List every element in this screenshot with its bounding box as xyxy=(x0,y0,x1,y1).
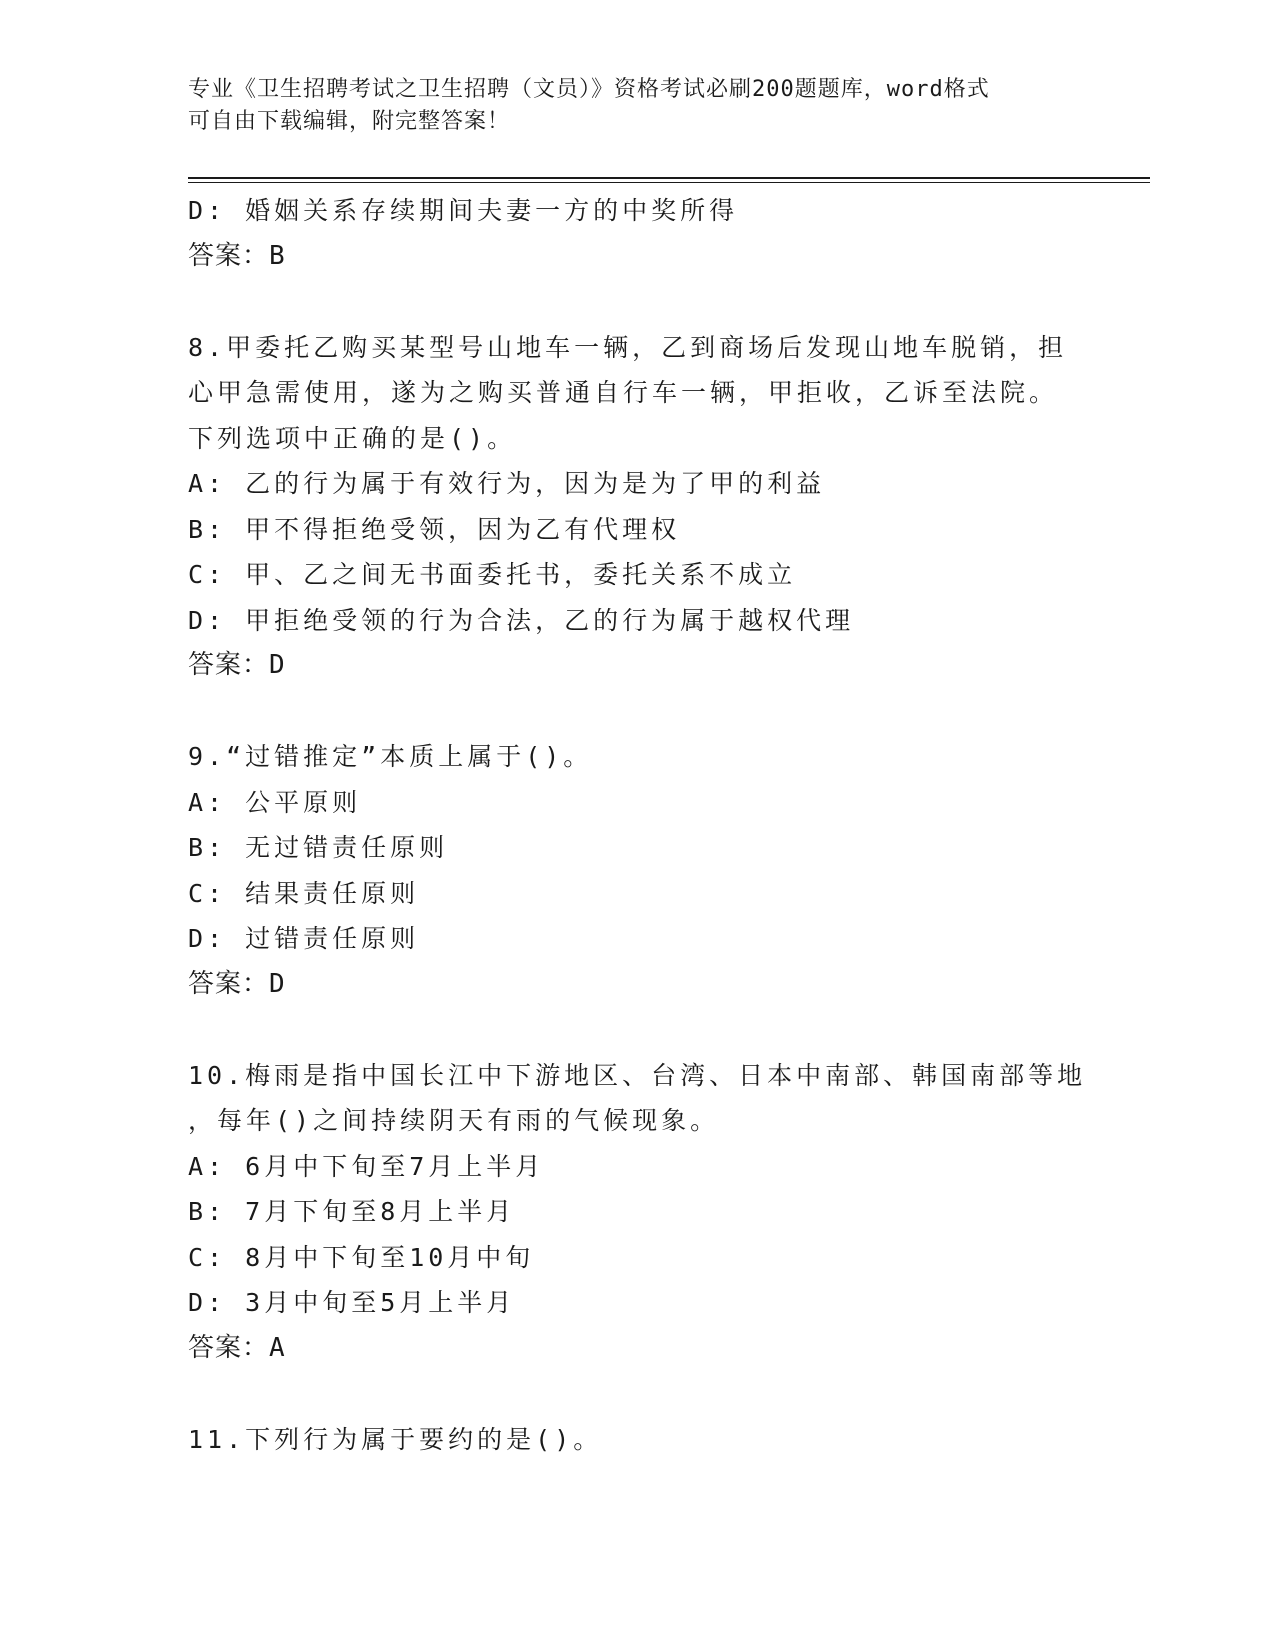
option-b: B: 无过错责任原则 xyxy=(188,833,449,862)
question-stem-line: 11.下列行为属于要约的是()。 xyxy=(188,1424,603,1454)
spacer xyxy=(188,689,1088,735)
question-list xyxy=(188,188,1088,1462)
question-stem-line: 8.甲委托乙购买某型号山地车一辆，乙到商场后发现山地车脱销，担 xyxy=(188,332,1068,362)
answer-label: 答案： xyxy=(188,650,270,680)
option-a: A: 6月中下旬至7月上半月 xyxy=(188,1151,545,1181)
option-a: A: 公平原则 xyxy=(188,787,362,817)
spacer xyxy=(188,1007,1088,1053)
option-d: D: 婚姻关系存续期间夫妻一方的中奖所得 xyxy=(188,196,739,225)
spacer xyxy=(188,279,1088,325)
header-line-2: 可自由下载编辑，附完整答案！ xyxy=(188,109,511,134)
answer-value: A xyxy=(269,1332,286,1363)
option-c: C: 8月中下旬至10月中旬 xyxy=(188,1242,535,1272)
option-d: D: 3月中旬至5月上半月 xyxy=(188,1288,516,1317)
answer-value: D xyxy=(269,650,286,680)
header-divider-thick xyxy=(188,177,1150,179)
answer-line xyxy=(188,962,1088,1008)
document-header xyxy=(188,74,1068,138)
question-stem-line: 下列选项中正确的是()。 xyxy=(188,423,517,453)
header-line-1: 专业《卫生招聘考试之卫生招聘（文员）》资格考试必刷200题题库，word格式 xyxy=(188,77,990,102)
question-11 xyxy=(188,1417,1088,1463)
answer-label: 答案： xyxy=(188,1332,270,1363)
question-stem-line: ，每年()之间持续阴天有雨的气候现象。 xyxy=(188,1106,720,1135)
option-a: A: 乙的行为属于有效行为，因为是为了甲的利益 xyxy=(188,469,826,498)
answer-value: D xyxy=(269,968,286,999)
option-c: C: 结果责任原则 xyxy=(188,878,420,908)
option-b: B: 甲不得拒绝受领，因为乙有代理权 xyxy=(188,514,681,544)
option-d: D: 甲拒绝受领的行为合法，乙的行为属于越权代理 xyxy=(188,605,855,635)
spacer xyxy=(188,1371,1088,1417)
question-10 xyxy=(188,1053,1088,1372)
question-stem-line: 10.梅雨是指中国长江中下游地区、台湾、日本中南部、韩国南部等地 xyxy=(188,1060,1087,1090)
question-7-tail xyxy=(188,188,1088,279)
answer-line xyxy=(188,1326,1088,1372)
question-stem-line: 9.“过错推定”本质上属于()。 xyxy=(188,742,593,771)
answer-value: B xyxy=(269,240,286,271)
option-d: D: 过错责任原则 xyxy=(188,924,420,953)
answer-line xyxy=(188,234,1088,280)
answer-label: 答案： xyxy=(188,968,270,999)
answer-label: 答案： xyxy=(188,240,270,271)
question-stem-line: 心甲急需使用，遂为之购买普通自行车一辆，甲拒收，乙诉至法院。 xyxy=(188,378,1059,407)
question-9 xyxy=(188,734,1088,1007)
question-8 xyxy=(188,325,1088,689)
header-divider-thin xyxy=(188,182,1150,183)
option-c: C: 甲、乙之间无书面委托书，委托关系不成立 xyxy=(188,560,797,589)
answer-line xyxy=(188,643,1088,689)
option-b: B: 7月下旬至8月上半月 xyxy=(188,1197,516,1226)
